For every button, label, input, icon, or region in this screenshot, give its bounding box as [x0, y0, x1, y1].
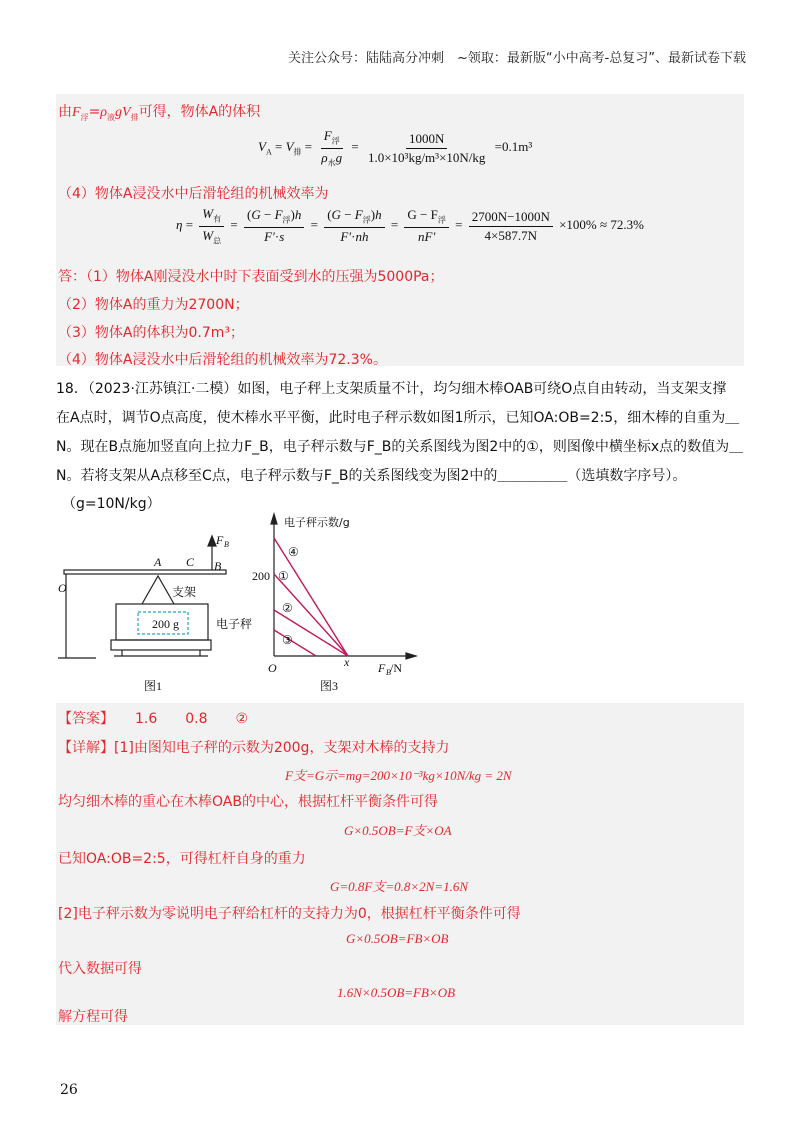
svg-text:/N: /N	[390, 661, 402, 675]
answer-4: （4）物体A浸没水中后滑轮组的机械效率为72.3%。	[58, 352, 387, 368]
x-axis-label: F	[378, 661, 386, 675]
question-18-line-3: N。现在B点施加竖直向上拉力F_B，电子秤示数与F_B的关系图线为图2中的①，则图像中横坐标x点的数值为＿	[56, 439, 744, 455]
equation-1: F支=G示=mg=200×10⁻³kg×10N/kg = 2N	[285, 768, 512, 783]
detail-line-5: 代入数据可得	[58, 961, 142, 977]
scale-base	[111, 640, 211, 650]
x-mark-label: x	[344, 655, 350, 669]
equation-5: 1.6N×0.5OB=FB×OB	[337, 985, 456, 1000]
figure-3-graph	[244, 512, 424, 692]
force-arrow-head	[208, 536, 216, 546]
line-label-4: ④	[288, 545, 299, 559]
question-18-line-4: N。若将支架从A点移至C点，电子秤示数与F_B的关系图线变为图2中的＿＿＿＿＿（选填数字序号）。	[56, 468, 687, 484]
line-label-1: ①	[278, 569, 289, 583]
tick-200: 200	[252, 569, 270, 583]
equation-2: G×0.5OB=F支×OA	[344, 823, 452, 838]
label-B: B	[214, 559, 222, 573]
label-Fb: F	[216, 533, 224, 547]
label-O: O	[58, 581, 67, 595]
label-support: 支架	[172, 585, 197, 599]
label-C: C	[186, 555, 195, 569]
figure-1-caption: 图1	[144, 679, 163, 693]
wooden-rod	[64, 570, 226, 574]
svg-text:B: B	[224, 540, 229, 549]
figure-1-lever-scale	[56, 520, 256, 695]
line-label-3: ③	[282, 633, 293, 647]
g-note: （g=10N/kg）	[62, 496, 161, 512]
origin-label: O	[268, 661, 277, 675]
detail-line-2: 均匀细木棒的重心在木棒OAB的中心，根据杠杆平衡条件可得	[58, 794, 438, 810]
answer-2: （2）物体A的重力为2700N；	[58, 297, 249, 313]
detail-line-1: 【详解】[1]由图知电子秤的示数为200g，支架对木棒的支持力	[58, 740, 450, 756]
graph-line-3	[274, 630, 316, 656]
support-stand	[142, 576, 174, 604]
question-18-line-1: 18．（2023·江苏镇江·二模）如图，电子秤上支架质量不计，均匀细木棒OAB可绕O点自由转动，当支架支撑	[56, 381, 727, 397]
page-number: 26	[60, 1082, 78, 1098]
page-header: 关注公众号：陆陆高分冲刺 ~领取：最新版“小中高考-总复习”、最新试卷下载	[287, 51, 746, 66]
line-label-2: ②	[282, 601, 293, 615]
equation-3: G=0.8F支=0.8×2N=1.6N	[330, 879, 469, 894]
answer-1: 答：（1）物体A刚浸没水中时下表面受到水的压强为5000Pa；	[58, 269, 444, 285]
q4-title: （4）物体A浸没水中后滑轮组的机械效率为	[58, 186, 329, 202]
scale-reading: 200 g	[152, 617, 179, 631]
detail-line-4: [2]电子秤示数为零说明电子秤给杠杆的支持力为0，根据杠杆平衡条件可得	[58, 906, 521, 922]
detail-line-3: 已知OA:OB=2:5，可得杠杆自身的重力	[58, 851, 306, 867]
answer-line: 【答案】 1.6 0.8 ②	[58, 711, 249, 727]
svg-text:B: B	[386, 668, 391, 677]
scale-label: 电子秤	[216, 617, 253, 631]
figure-3-caption: 图3	[320, 679, 339, 692]
question-18-line-2: 在A点时，调节O点高度，使木棒水平平衡，此时电子秤示数如图1所示，已知OA:OB=2:5，细木棒的自重为＿	[56, 410, 740, 426]
volume-intro: 由$F_浮=\rho_液gV_排$可得，物体A的体积	[58, 104, 261, 122]
answer-3: （3）物体A的体积为0.7m³；	[58, 325, 244, 341]
y-axis-label: 电子秤示数/g	[284, 516, 350, 529]
efficiency-equation: η = $\frac{W_有}{W_总}$ = $\frac{(G - F_浮)h}{F'\cdot s}$ = $\frac{(G - F_浮)h}{F'\cdot nh}$ = $\frac{G - F_浮}{nF'}$ = $\frac{2700N-1000N}{4\times 587.7N}$ ×100% ≈ 72.3%	[176, 206, 644, 246]
detail-line-6: 解方程可得	[58, 1009, 128, 1025]
volume-equation: $V_A = V_排$ = $\frac{F_浮}{\rho_水g}$ = $\frac{1000N}{\text{1.0×10³kg/m³×10N/kg}}$ =0.1m³	[258, 128, 533, 168]
equation-4: G×0.5OB=FB×OB	[346, 931, 449, 946]
label-A: A	[154, 555, 162, 569]
